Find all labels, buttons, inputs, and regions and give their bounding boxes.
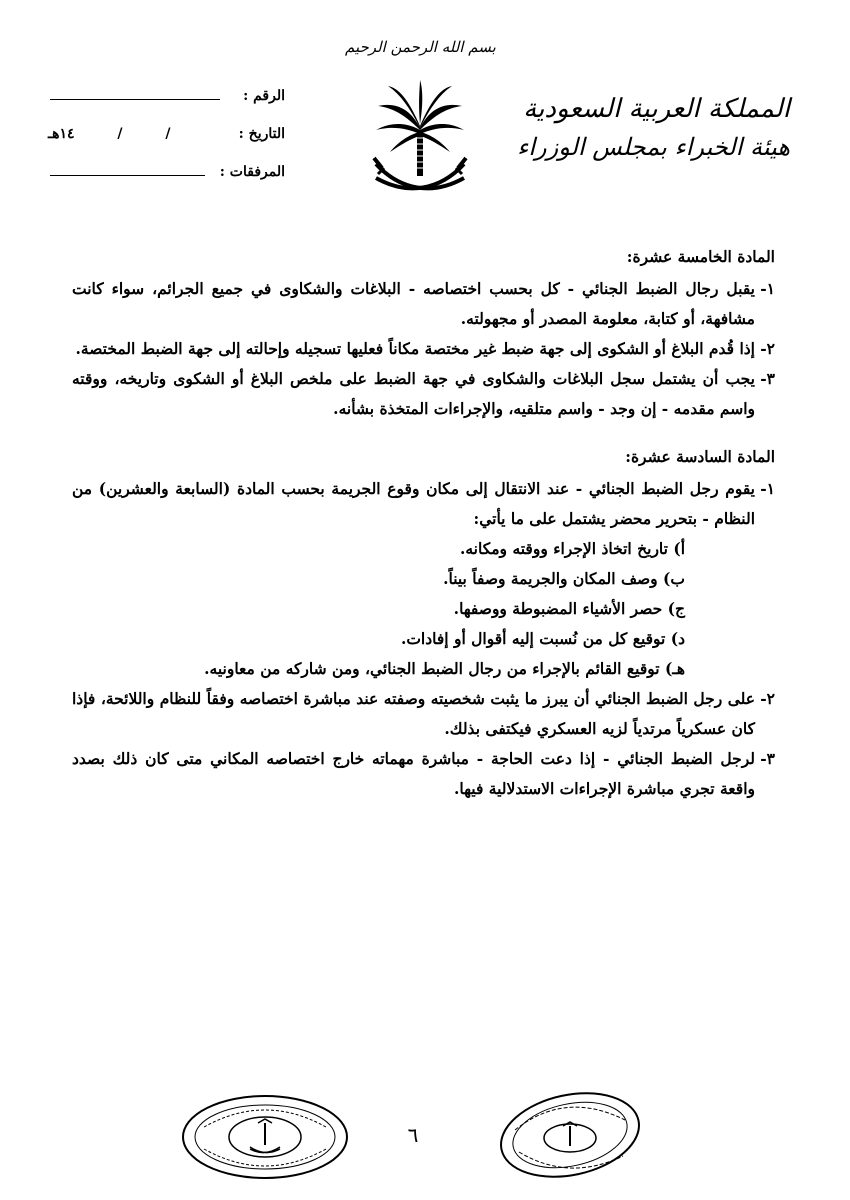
article-15-item — [72, 334, 775, 364]
article-15-heading: المادة الخامسة عشرة: — [626, 247, 775, 266]
article-15 — [72, 242, 775, 424]
item-number: ٣- — [760, 749, 775, 768]
item-text: لرجل الضبط الجنائي - إذا دعت الحاجة - مباشرة مهماته خارج اختصاصه المكاني متى كان ذلك بصدد واقعة تجري مباشرة الإجراءات الاستدلالية فيها. — [72, 749, 755, 798]
section-spacer — [72, 424, 775, 442]
item-number: ٣- — [760, 369, 775, 388]
sub-item: ج) حصر الأشياء المضبوطة ووصفها. — [453, 599, 685, 618]
item-number: ٢- — [760, 339, 775, 358]
number-row — [40, 88, 285, 126]
item-text: يجب أن يشتمل سجل البلاغات والشكاوى في جهة الضبط على ملخص البلاغ أو الشكوى وتاريخه، ووقته واسم مقدمه - إن وجد - واسم متلقيه، والإجراءات المتخذة بشأنه. — [72, 369, 755, 418]
item-number: ١- — [760, 479, 775, 498]
article-16-item — [72, 684, 775, 744]
item-text: على رجل الضبط الجنائي أن يبرز ما يثبت شخصيته وصفته عند مباشرة اختصاصه وفقاً للنظام واللائحة، فإذا كان عسكرياً مرتدياً لزيه العسكري فيكتفى بذلك. — [72, 689, 755, 738]
attachments-line — [50, 175, 205, 176]
article-16-item — [72, 474, 775, 534]
article-16-item — [72, 744, 775, 804]
sub-item: ب) وصف المكان والجريمة وصفاً بيناً. — [443, 569, 685, 588]
sub-item: د) توقيع كل من نُسبت إليه أقوال أو إفادات. — [400, 629, 685, 648]
official-seal-right-icon — [495, 1090, 645, 1180]
number-label: الرقم : — [243, 88, 285, 104]
government-header — [517, 92, 790, 164]
sub-item: أ) تاريخ اتخاذ الإجراء ووقته ومكانه. — [459, 539, 685, 558]
date-value: / / ١٤هـ — [48, 126, 171, 142]
authority-name: هيئة الخبراء بمجلس الوزراء — [517, 133, 790, 161]
item-number: ١- — [760, 279, 775, 298]
article-16-heading: المادة السادسة عشرة: — [625, 447, 775, 466]
attachments-row — [40, 164, 285, 202]
page-number: ٦ — [407, 1123, 419, 1147]
article-15-item — [72, 364, 775, 424]
item-number: ٢- — [760, 689, 775, 708]
article-15-item — [72, 274, 775, 334]
attachments-label: المرفقات : — [219, 164, 285, 180]
kingdom-name: المملكة العربية السعودية — [523, 94, 790, 124]
palm-swords-emblem-icon — [370, 78, 470, 204]
item-text: يقبل رجال الضبط الجنائي - كل بحسب اختصاصه - البلاغات والشكاوى في جميع الجرائم، سواء كانت مشافهة، أو كتابة، معلومة المصدر أو مجهولته. — [72, 279, 755, 328]
item-text: يقوم رجل الضبط الجنائي - عند الانتقال إلى مكان وقوع الجريمة بحسب المادة (السابعة والعشرين) من النظام - بتحرير محضر يشتمل على ما يأتي: — [72, 479, 755, 528]
article-16 — [72, 442, 775, 804]
date-label: التاريخ : — [238, 126, 285, 142]
basmala: بسم الله الرحمن الرحيم — [345, 38, 496, 56]
document-body — [72, 242, 775, 804]
item-text: إذا قُدم البلاغ أو الشكوى إلى جهة ضبط غير مختصة مكاناً فعليها تسجيله وإحالته إلى جهة الضبط المختصة. — [75, 339, 755, 358]
number-line — [50, 99, 220, 100]
date-row — [40, 126, 285, 164]
sub-item: هـ) توقيع القائم بالإجراء من رجال الضبط الجنائي، ومن شاركه من معاونيه. — [204, 659, 685, 678]
reference-block — [40, 88, 285, 202]
official-seal-left-icon — [180, 1093, 350, 1181]
